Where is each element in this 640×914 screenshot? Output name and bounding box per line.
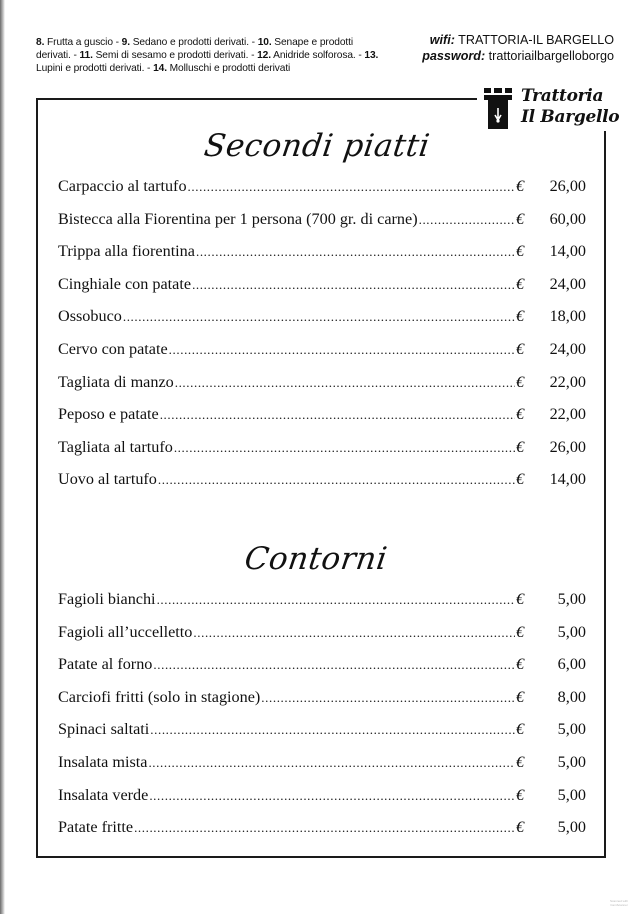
dot-leader xyxy=(160,407,515,423)
frame-border-bottom xyxy=(36,856,606,858)
currency-symbol: € xyxy=(516,243,524,261)
item-name: Carpaccio al tartufo xyxy=(58,177,187,195)
wifi-password-value: trattoriailbargelloborgo xyxy=(485,49,614,63)
menu-item xyxy=(58,688,586,721)
dot-leader xyxy=(169,342,515,358)
menu-item xyxy=(58,405,586,438)
item-price: 18,00 xyxy=(549,307,586,326)
item-name: Insalata mista xyxy=(58,752,148,771)
item-price: 5,00 xyxy=(557,720,586,739)
item-name: Fagioli all’uccelletto xyxy=(58,622,193,641)
frame-border-left xyxy=(36,98,38,858)
currency-symbol: € xyxy=(516,438,524,456)
menu-item xyxy=(58,786,586,819)
dot-leader xyxy=(174,440,515,456)
item-price: 8,00 xyxy=(557,687,586,706)
currency-symbol: € xyxy=(516,786,524,804)
menu-item xyxy=(58,373,586,406)
item-price: 5,00 xyxy=(557,590,586,608)
item-price: 60,00 xyxy=(549,209,586,228)
item-name: Ossobuco xyxy=(58,307,122,326)
item-name: Peposo e patate xyxy=(58,405,159,424)
dot-leader xyxy=(192,277,515,293)
menu-list-secondi-piatti xyxy=(58,177,586,503)
menu-list-contorni xyxy=(58,590,586,851)
currency-symbol: € xyxy=(516,308,524,326)
frame-border-top xyxy=(36,98,477,100)
item-price: 5,00 xyxy=(557,785,586,804)
menu-item xyxy=(58,470,586,503)
wifi-network-value: TRATTORIA-IL BARGELLO xyxy=(454,33,614,47)
allergen-number: 12. xyxy=(257,50,271,61)
allergen-number: 8. xyxy=(36,37,45,48)
allergen-number: 13. xyxy=(364,50,379,61)
currency-symbol: € xyxy=(516,406,524,424)
allergen-text: Senape e prodotti derivati. - xyxy=(36,37,354,61)
item-price: 26,00 xyxy=(549,177,586,195)
currency-symbol: € xyxy=(516,210,524,228)
allergen-number: 9. xyxy=(121,37,130,48)
item-price: 26,00 xyxy=(549,437,586,456)
allergen-number: 11. xyxy=(79,50,93,61)
wifi-network-line xyxy=(404,32,614,48)
menu-item xyxy=(58,210,586,243)
currency-symbol: € xyxy=(516,373,524,391)
dot-leader xyxy=(193,625,515,641)
menu-item xyxy=(58,177,586,210)
item-price: 6,00 xyxy=(557,655,586,674)
item-name: Cinghiale con patate xyxy=(58,274,192,293)
menu-item xyxy=(58,275,586,308)
menu-item xyxy=(58,720,586,753)
item-price: 14,00 xyxy=(549,470,586,489)
dot-leader xyxy=(188,179,515,195)
restaurant-logo xyxy=(483,86,620,134)
menu-item xyxy=(58,438,586,471)
dot-leader xyxy=(175,375,515,391)
item-name: Carciofi fritti (solo in stagione) xyxy=(58,687,261,706)
logo-line-2: Il Bargello xyxy=(521,107,620,127)
menu-item xyxy=(58,623,586,656)
section-title-secondi-piatti: Secondi piatti xyxy=(201,128,433,164)
currency-symbol: € xyxy=(516,688,524,706)
dot-leader xyxy=(419,212,515,228)
currency-symbol: € xyxy=(516,753,524,771)
item-price: 5,00 xyxy=(557,622,586,641)
allergen-text: Semi di sesamo e prodotti derivati. - xyxy=(92,50,258,61)
scanner-watermark xyxy=(604,899,634,907)
currency-symbol: € xyxy=(516,340,524,358)
wifi-password-label: password: xyxy=(422,49,486,63)
menu-item xyxy=(58,818,586,851)
logo-text xyxy=(521,86,619,128)
dot-leader xyxy=(123,309,515,325)
item-name: Patate al forno xyxy=(58,655,153,674)
tower-icon xyxy=(483,86,513,130)
allergen-text: Sedano e prodotti derivati. - xyxy=(129,37,258,48)
item-name: Uovo al tartufo xyxy=(58,470,157,489)
item-name: Fagioli bianchi xyxy=(58,590,156,608)
wifi-info xyxy=(404,32,614,64)
item-price: 22,00 xyxy=(549,372,586,391)
allergen-number: 14. xyxy=(153,63,167,74)
allergen-list xyxy=(36,36,386,75)
menu-item xyxy=(58,590,586,623)
menu-item xyxy=(58,655,586,688)
item-price: 24,00 xyxy=(549,274,586,293)
dot-leader xyxy=(148,755,515,771)
section-title-contorni: Contorni xyxy=(242,541,390,577)
currency-symbol: € xyxy=(516,721,524,739)
allergen-text: Molluschi e prodotti derivati xyxy=(166,63,291,74)
dot-leader xyxy=(134,820,515,836)
item-name: Insalata verde xyxy=(58,785,149,804)
allergen-text: Lupini e prodotti derivati. - xyxy=(36,63,154,74)
item-name: Trippa alla fiorentina xyxy=(58,242,195,261)
allergen-number: 10. xyxy=(257,37,272,48)
item-name: Bistecca alla Fiorentina per 1 persona (700 gr. di carne) xyxy=(58,209,418,228)
item-price: 24,00 xyxy=(549,339,586,358)
item-price: 5,00 xyxy=(557,752,586,771)
watermark-line-1: Scanned with xyxy=(609,899,628,903)
item-name: Tagliata al tartufo xyxy=(58,437,173,456)
currency-symbol: € xyxy=(516,178,524,195)
item-price: 14,00 xyxy=(549,242,586,261)
allergen-text: Frutta a guscio - xyxy=(44,37,122,48)
currency-symbol: € xyxy=(516,819,524,837)
menu-item xyxy=(58,307,586,340)
currency-symbol: € xyxy=(516,471,524,489)
item-name: Patate fritte xyxy=(58,818,134,837)
menu-item xyxy=(58,242,586,275)
dot-leader xyxy=(158,472,515,488)
currency-symbol: € xyxy=(516,591,524,608)
menu-item xyxy=(58,340,586,373)
item-price: 22,00 xyxy=(549,405,586,424)
dot-leader xyxy=(261,690,515,706)
dot-leader xyxy=(196,244,515,260)
item-name: Tagliata di manzo xyxy=(58,372,174,391)
watermark-line-2: CamScanner xyxy=(610,903,628,907)
wifi-password-line xyxy=(404,48,614,64)
wifi-network-label: wifi: xyxy=(429,33,455,47)
frame-border-right xyxy=(604,131,606,858)
currency-symbol: € xyxy=(516,275,524,293)
currency-symbol: € xyxy=(516,656,524,674)
item-name: Spinaci saltati xyxy=(58,720,150,739)
currency-symbol: € xyxy=(516,623,524,641)
logo-line-1: Trattoria xyxy=(521,86,604,106)
dot-leader xyxy=(149,788,515,804)
item-name: Cervo con patate xyxy=(58,339,168,358)
item-price: 5,00 xyxy=(557,818,586,837)
menu-item xyxy=(58,753,586,786)
dot-leader xyxy=(157,592,515,608)
allergen-text: Anidride solforosa. - xyxy=(270,50,365,61)
dot-leader xyxy=(153,657,515,673)
dot-leader xyxy=(150,722,515,738)
